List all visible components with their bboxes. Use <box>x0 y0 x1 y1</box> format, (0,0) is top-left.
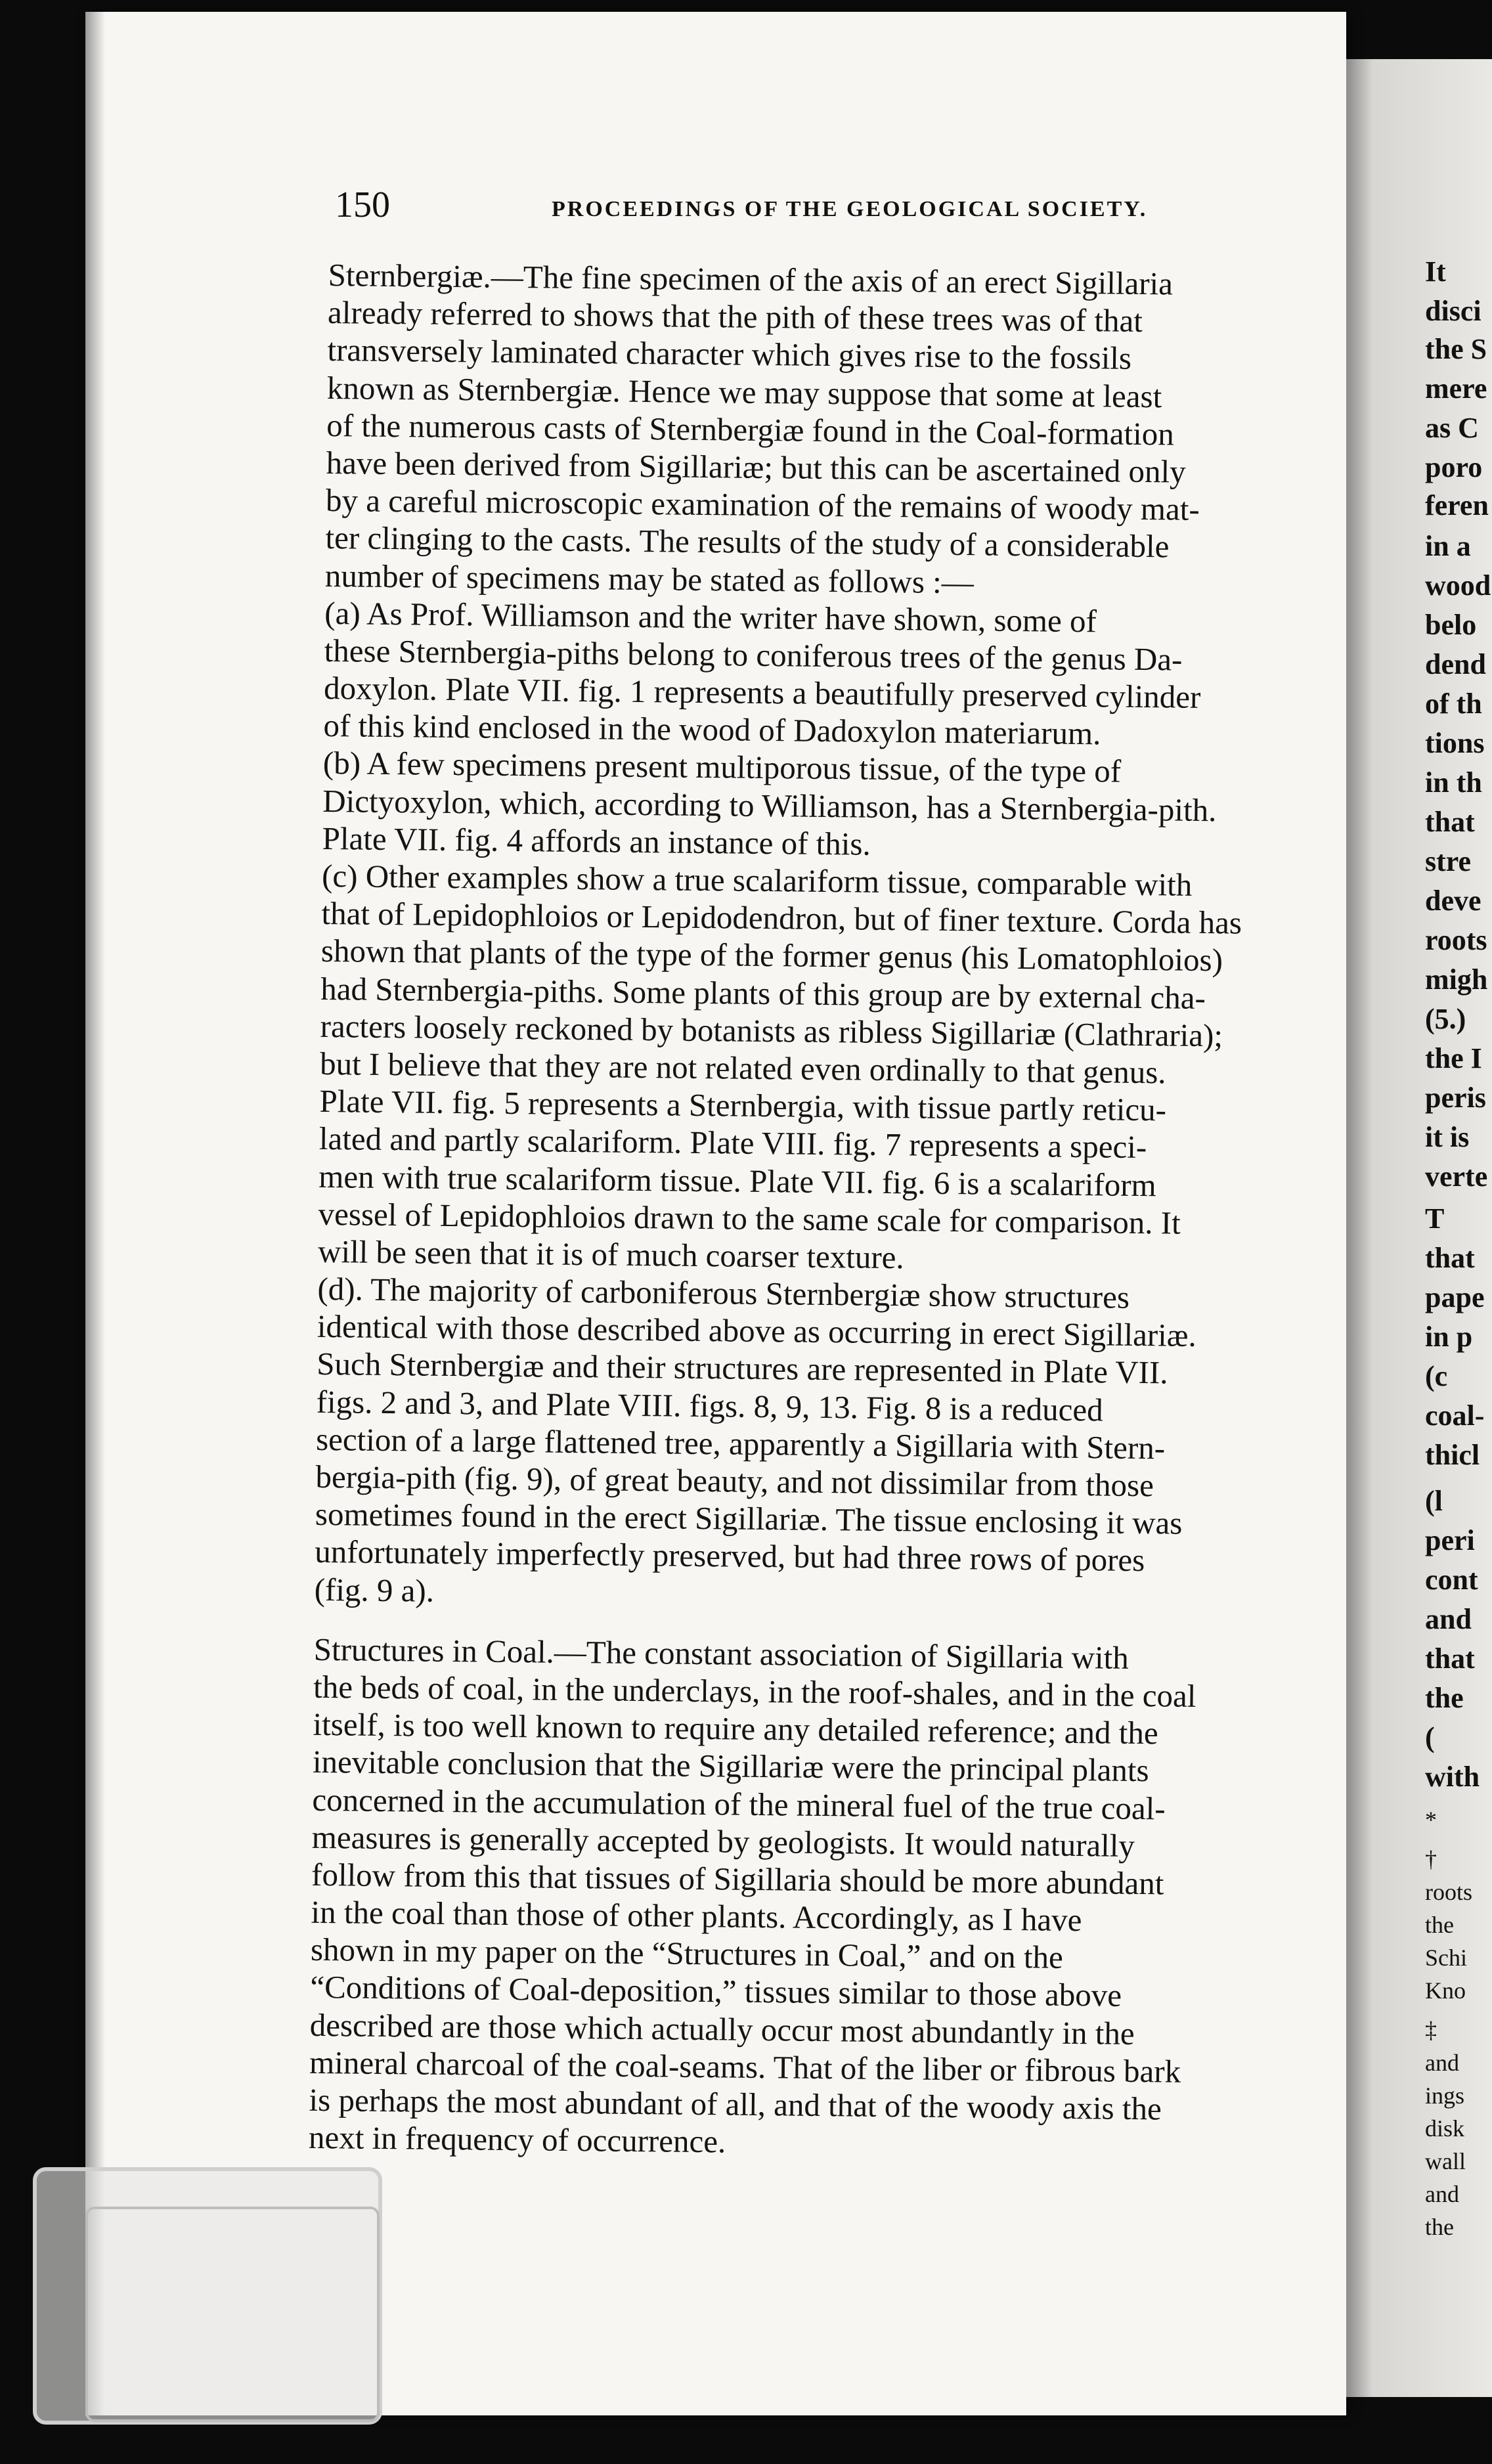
text-line: men with true scalariform tissue. Plate VII. fig. 6 is a scalariform <box>318 1158 1157 1203</box>
facing-page-fragment: wood <box>1425 569 1491 602</box>
text-line: follow from this that tissues of Sigillaria should be more abundant <box>311 1856 1164 1902</box>
text-line: by a careful microscopic examination of the remains of woody mat- <box>325 482 1200 528</box>
body-text <box>309 256 1333 2167</box>
text-line: Plate VII. fig. 4 affords an instance of this. <box>322 820 871 862</box>
facing-page-fragment: in th <box>1425 766 1482 799</box>
facing-page-fragment: the S <box>1425 333 1487 365</box>
facing-page-fragment: disci <box>1425 295 1481 327</box>
facing-page-fragment: tions <box>1425 727 1485 759</box>
facing-page-fragment: it is <box>1425 1121 1470 1153</box>
text-line: will be seen that it is of much coarser texture. <box>317 1233 904 1276</box>
text-line: shown that plants of the type of the former genus (his Lomatophloios) <box>320 933 1223 979</box>
facing-page-fragment: the I <box>1425 1042 1482 1074</box>
facing-page-fragment: (5.) <box>1425 1003 1466 1035</box>
facing-page-fragment: wall <box>1425 2148 1466 2174</box>
text-line: transversely laminated character which gives rise to the fossils <box>327 332 1132 377</box>
text-line: have been derived from Sigillariæ; but this can be ascertained only <box>326 444 1186 490</box>
text-line: doxylon. Plate VII. fig. 1 represents a beautifully preserved cylinder <box>323 670 1201 716</box>
text-line: concerned in the accumulation of the mineral fuel of the true coal- <box>312 1781 1166 1826</box>
text-line: unfortunately imperfectly preserved, but had three rows of pores <box>315 1533 1145 1579</box>
facing-page-fragment: migh <box>1425 963 1488 996</box>
facing-page-fragment: thicl <box>1425 1439 1480 1471</box>
facing-page-fragment: Kno <box>1425 1977 1466 2004</box>
facing-page-fragment: peri <box>1425 1524 1475 1556</box>
text-line: shown in my paper on the “Structures in Coal,” and on the <box>310 1931 1064 1976</box>
facing-page-fragment: the <box>1425 1682 1464 1714</box>
facing-page-fragment: ings <box>1425 2082 1465 2109</box>
running-head: PROCEEDINGS OF THE GEOLOGICAL SOCIETY. <box>552 197 1148 221</box>
facing-page-fragment: belo <box>1425 609 1477 641</box>
facing-page-fragment: in p <box>1425 1321 1473 1353</box>
text-line: (b) A few specimens present multiporous tissue, of the type of <box>322 745 1122 790</box>
facing-page-fragment: poro <box>1425 451 1483 483</box>
facing-page-fragment: Schi <box>1425 1945 1468 1971</box>
facing-page-fragment: † <box>1425 1846 1437 1872</box>
facing-page-fragment: that <box>1425 1642 1475 1675</box>
text-line: Structures in Coal.—The constant association of Sigillaria with <box>313 1631 1130 1676</box>
page-corner-fold-inner <box>85 2207 380 2422</box>
facing-page-fragment: cont <box>1425 1564 1478 1596</box>
text-line: in the coal than those of other plants. Accordingly, as I have <box>311 1893 1082 1939</box>
text-line: mineral charcoal of the coal-seams. That of the liber or fibrous bark <box>309 2044 1181 2090</box>
facing-page-fragment: roots <box>1425 1879 1472 1905</box>
page-number: 150 <box>335 185 390 225</box>
facing-page-fragment: deve <box>1425 885 1481 917</box>
text-line: itself, is too well known to require any detailed reference; and the <box>313 1706 1158 1751</box>
facing-page-fragment: stre <box>1425 845 1472 877</box>
facing-page-edge <box>1346 59 1492 2397</box>
text-line: Plate VII. fig. 5 represents a Sternbergia, with tissue partly reticu- <box>319 1083 1167 1128</box>
text-line: figs. 2 and 3, and Plate VIII. figs. 8, 9, 13. Fig. 8 is a reduced <box>316 1383 1104 1428</box>
facing-page-fragment: coal- <box>1425 1399 1485 1432</box>
text-line: is perhaps the most abundant of all, and that of the woody axis the <box>309 2081 1162 2127</box>
text-line: ter clinging to the casts. The results of the study of a considerable <box>325 519 1170 565</box>
facing-page-fragment: feren <box>1425 489 1489 521</box>
facing-page-fragment: dend <box>1425 648 1486 680</box>
facing-page-fragment: T <box>1425 1202 1445 1235</box>
text-line: (d). The majority of carboniferous Sternbergiæ show structures <box>317 1270 1130 1315</box>
text-line: of the numerous casts of Sternbergiæ found in the Coal-formation <box>326 407 1175 452</box>
text-line: racters loosely reckoned by botanists as ribless Sigillariæ (Clathraria); <box>320 1007 1223 1054</box>
facing-page-fragment: It <box>1425 255 1446 288</box>
text-line: had Sternbergia-piths. Some plants of this group are by external cha- <box>320 970 1206 1016</box>
facing-page-fragment: in a <box>1425 530 1471 562</box>
text-line: these Sternbergia-piths belong to coniferous trees of the genus Da- <box>324 632 1183 678</box>
facing-page-fragment: and <box>1425 1603 1472 1635</box>
text-line: lated and partly scalariform. Plate VIII. fig. 7 represents a speci- <box>318 1120 1147 1166</box>
text-line: described are those which actually occur most abundantly in the <box>309 2006 1135 2052</box>
text-line: Such Sternbergiæ and their structures are represented in Plate VII. <box>317 1346 1168 1391</box>
facing-page-fragment: disk <box>1425 2115 1465 2142</box>
facing-page-fragment: ( <box>1425 1721 1435 1753</box>
facing-page-fragment: ‡ <box>1425 2017 1437 2043</box>
text-line: section of a large flattened tree, apparently a Sigillaria with Stern- <box>315 1420 1166 1466</box>
text-line: identical with those described above as occurring in erect Sigillariæ. <box>317 1308 1197 1354</box>
facing-page-fragment: mere <box>1425 372 1487 405</box>
text-line: number of specimens may be stated as follows :— <box>324 557 975 600</box>
text-line: (fig. 9 a). <box>314 1571 435 1609</box>
facing-page-fragment: pape <box>1425 1281 1485 1313</box>
text-line: bergia-pith (fig. 9), of great beauty, and not dissimilar from those <box>315 1458 1154 1504</box>
text-line: vessel of Lepidophloios drawn to the same scale for comparison. It <box>318 1195 1181 1241</box>
text-line: but I believe that they are not related even ordinally to that genus. <box>319 1045 1166 1091</box>
facing-page-fragment: peris <box>1425 1082 1486 1114</box>
facing-page-fragment: and <box>1425 2181 1459 2207</box>
text-line: (c) Other examples show a true scalariform tissue, comparable with <box>321 857 1193 903</box>
text-line: measures is generally accepted by geologists. It would naturally <box>311 1818 1135 1864</box>
text-line: already referred to shows that the pith of these trees was of that <box>327 294 1143 340</box>
facing-page-fragment: (l <box>1425 1485 1443 1517</box>
text-line: sometimes found in the erect Sigillariæ. The tissue enclosing it was <box>315 1496 1183 1541</box>
text-line: that of Lepidophloios or Lepidodendron, but of finer texture. Corda has <box>321 895 1242 941</box>
text-line: Dictyoxylon, which, according to Williamson, has a Sternbergia-pith. <box>322 782 1217 828</box>
facing-page-fragment: verte <box>1425 1160 1488 1193</box>
facing-page-fragment: with <box>1425 1761 1480 1793</box>
facing-page-fragment: the <box>1425 1912 1454 1938</box>
text-line: “Conditions of Coal-deposition,” tissues similar to those above <box>310 1969 1122 2014</box>
facing-page-fragment: (c <box>1425 1360 1448 1392</box>
facing-page-fragment: and <box>1425 2050 1459 2076</box>
facing-page-fragment: that <box>1425 806 1475 838</box>
text-line: the beds of coal, in the underclays, in the roof-shales, and in the coal <box>313 1668 1196 1714</box>
text-line: next in frequency of occurrence. <box>308 2119 726 2160</box>
page-gutter-shadow <box>85 12 105 2415</box>
text-line: Sternbergiæ.—The fine specimen of the axis of an erect Sigillaria <box>328 256 1174 302</box>
facing-page-fragment: roots <box>1425 924 1487 956</box>
text-line: of this kind enclosed in the wood of Dadoxylon materiarum. <box>323 707 1101 752</box>
facing-page-fragment: as C <box>1425 412 1479 444</box>
text-line: inevitable conclusion that the Sigillariæ were the principal plants <box>312 1744 1149 1789</box>
facing-page-fragment: * <box>1425 1807 1437 1833</box>
text-line: known as Sternbergiæ. Hence we may suppose that some at least <box>326 369 1162 414</box>
facing-page-fragment: the <box>1425 2214 1454 2240</box>
facing-page-fragment: of th <box>1425 688 1482 720</box>
text-line: (a) As Prof. Williamson and the writer have shown, some of <box>324 594 1097 639</box>
facing-page-fragment: that <box>1425 1242 1475 1274</box>
